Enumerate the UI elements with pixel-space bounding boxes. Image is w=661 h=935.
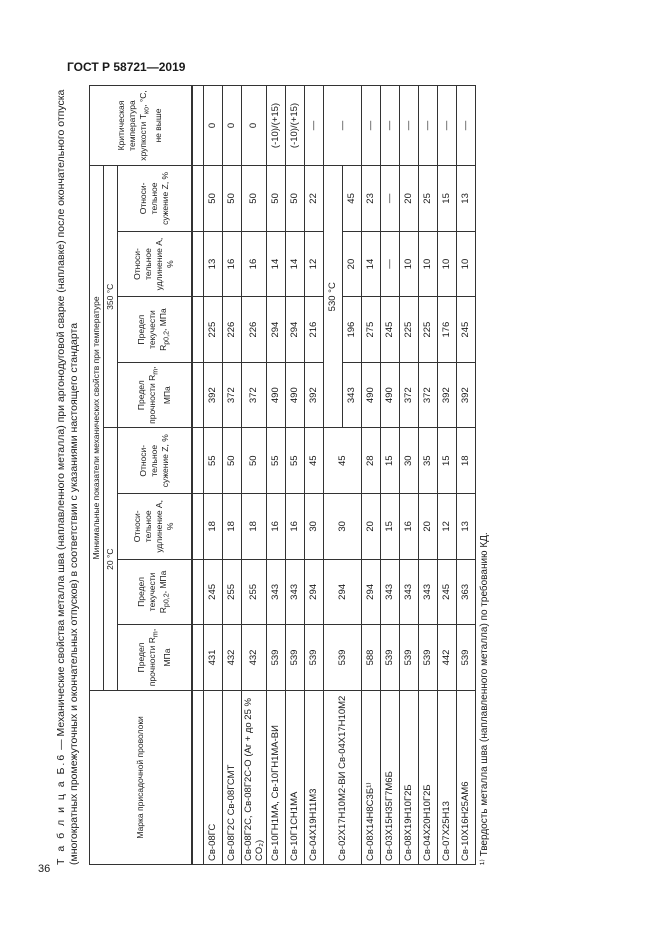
cell-z20: 30 — [399, 428, 418, 494]
cell-z20: 18 — [456, 428, 475, 494]
cell-a350: 12 — [304, 231, 323, 297]
header-t20: 20 °С — [104, 428, 118, 690]
cell-a350: 20 — [342, 231, 361, 297]
cell-rm20: 539 — [456, 625, 475, 691]
cell-mark: Св-04Х20Н10Г2Б — [418, 690, 437, 864]
cell-rp350: 216 — [304, 297, 323, 363]
cell-rp350: 245 — [456, 297, 475, 363]
cell-a350: 10 — [456, 231, 475, 297]
cell-a350: 16 — [222, 231, 241, 297]
cell-mark: Св-08Г2С, Св-08Г2С-О (Ar + до 25 % CO₂) — [241, 690, 266, 864]
cell-rm20: 442 — [437, 625, 456, 691]
header-a-20: Относительное удлинение A, % — [118, 494, 192, 560]
cell-rm20: 431 — [203, 625, 222, 691]
cell-a20: 13 — [456, 494, 475, 560]
cell-z350: 23 — [361, 166, 380, 232]
cell-z350: 50 — [241, 166, 266, 232]
cell-rp20: 294 — [304, 559, 323, 625]
cell-rp350: 225 — [203, 297, 222, 363]
cell-rp20: 255 — [241, 559, 266, 625]
cell-a350: 14 — [361, 231, 380, 297]
cell-mark: Св-08ГС — [203, 690, 222, 864]
cell-rm350: 490 — [361, 362, 380, 428]
cell-tk: 0 — [203, 86, 222, 166]
header-rm-350-sub: m — [151, 368, 160, 375]
cell-z350: 50 — [285, 166, 304, 232]
table-caption-text: — Механические свойства металла шва (наплавленного металла) при аргонодуговой сварке (наплавке) после окончательного отпуска (многократных промежуточных и окончательных отпусков) в соответствии с указаниями настоящего стандарта — [55, 89, 80, 865]
table-row — [361, 86, 380, 865]
cell-rp20: 255 — [222, 559, 241, 625]
table-row — [222, 86, 241, 865]
cell-t530-header: 530 °С — [323, 166, 342, 428]
cell-rm350: 372 — [418, 362, 437, 428]
cell-rm20: 539 — [399, 625, 418, 691]
cell-tk: — — [437, 86, 456, 166]
header-rm-20-text: Предел прочности R — [135, 637, 157, 687]
cell-rm350: 372 — [222, 362, 241, 428]
cell-rp350: 275 — [361, 297, 380, 363]
cell-tk: — — [323, 86, 361, 166]
cell-rp350: 225 — [399, 297, 418, 363]
table-row — [203, 86, 222, 865]
cell-z20: 55 — [266, 428, 285, 494]
header-rm-20-sub: m — [151, 631, 160, 638]
cell-rm20: 432 — [241, 625, 266, 691]
cell-rp20: 343 — [266, 559, 285, 625]
cell-tk: — — [399, 86, 418, 166]
table-footnote: ¹⁾ Твердость металла шва (наплавленного металла) по требованию КД. — [478, 532, 490, 865]
cell-z350: 25 — [418, 166, 437, 232]
table-row — [399, 86, 418, 865]
cell-rm350: 392 — [437, 362, 456, 428]
cell-tk: (-10)/(+15) — [266, 86, 285, 166]
cell-a350: 14 — [285, 231, 304, 297]
table-row — [456, 86, 475, 865]
mechanical-properties-table — [89, 85, 476, 865]
cell-mark: Св-10Х16Н25АМ6 — [456, 690, 475, 864]
cell-a350: 13 — [203, 231, 222, 297]
cell-rp350: 226 — [241, 297, 266, 363]
header-rm-350-text: Предел прочности R — [135, 374, 157, 424]
cell-z350: 15 — [437, 166, 456, 232]
cell-mark: Св-02Х17Н10М2-ВИ Св-04Х17Н10М2 — [323, 690, 361, 864]
header-z-350: Относительное сужение Z, % — [118, 166, 192, 232]
header-tko-text: Критическая температура хрупкости T — [116, 100, 149, 161]
cell-mark: Св-08Г2С Св-08ГСМТ — [222, 690, 241, 864]
cell-a350: 10 — [418, 231, 437, 297]
cell-z350: 45 — [342, 166, 361, 232]
cell-z350: — — [380, 166, 399, 232]
header-rp-20-text: Предел текучести R — [135, 572, 168, 614]
cell-mark: Св-08Х14Н8С3Б¹⁾ — [361, 690, 380, 864]
cell-a20: 20 — [418, 494, 437, 560]
cell-z20: 50 — [222, 428, 241, 494]
cell-tk: — — [418, 86, 437, 166]
cell-mark: Св-04Х19Н11М3 — [304, 690, 323, 864]
header-tko-sub: ко — [143, 106, 152, 115]
cell-rp350: 245 — [380, 297, 399, 363]
table-row — [437, 86, 456, 865]
cell-mark: Св-03Х15Н35Г7М6Б — [380, 690, 399, 864]
document-header: ГОСТ Р 58721—2019 — [67, 60, 186, 74]
header-rm-20-unit: , МПа — [146, 628, 172, 667]
cell-rm20: 588 — [361, 625, 380, 691]
cell-rp20: 343 — [399, 559, 418, 625]
cell-rm350: 392 — [203, 362, 222, 428]
cell-a20: 30 — [304, 494, 323, 560]
cell-rm350: 392 — [304, 362, 323, 428]
header-rp-20-sub: p0,2 — [162, 593, 171, 608]
cell-tk: (-10)/(+15) — [285, 86, 304, 166]
cell-rm350: 372 — [399, 362, 418, 428]
cell-z350: 50 — [266, 166, 285, 232]
table-row — [266, 86, 285, 865]
cell-tk: — — [456, 86, 475, 166]
cell-z20: 35 — [418, 428, 437, 494]
cell-rm20: 539 — [266, 625, 285, 691]
cell-rp350: 196 — [342, 297, 361, 363]
cell-rp20: 343 — [285, 559, 304, 625]
header-mark: Марка присадочной проволоки — [90, 690, 192, 864]
cell-z20: 55 — [285, 428, 304, 494]
cell-rp350: 226 — [222, 297, 241, 363]
cell-tk: — — [304, 86, 323, 166]
cell-rp20: 294 — [361, 559, 380, 625]
cell-a350: 16 — [241, 231, 266, 297]
header-rm-350 — [118, 362, 192, 428]
cell-a20: 18 — [222, 494, 241, 560]
cell-tk: 0 — [222, 86, 241, 166]
cell-rm350: 392 — [456, 362, 475, 428]
table-row — [323, 86, 342, 865]
cell-rm20: 539 — [380, 625, 399, 691]
header-a-350: Относительное удлинение A, % — [118, 231, 192, 297]
header-rp-350 — [118, 297, 192, 363]
cell-z20: 50 — [241, 428, 266, 494]
cell-rm350: 490 — [285, 362, 304, 428]
header-rm-350-unit: , МПа — [146, 366, 172, 405]
header-rp-350-text: Предел текучести R — [135, 310, 168, 351]
header-rp-20 — [118, 559, 192, 625]
cell-a350: 10 — [437, 231, 456, 297]
cell-z20: 45 — [304, 428, 323, 494]
header-tko-unit: , °С, не выше — [138, 90, 164, 143]
cell-a350: — — [380, 231, 399, 297]
cell-rm20: 539 — [418, 625, 437, 691]
cell-a20: 12 — [437, 494, 456, 560]
cell-rm350: 490 — [266, 362, 285, 428]
cell-rm350: 490 — [380, 362, 399, 428]
cell-tk: — — [361, 86, 380, 166]
cell-a350: 14 — [266, 231, 285, 297]
cell-mark: Св-08Х19Н10Г2Б — [399, 690, 418, 864]
cell-z20: 15 — [437, 428, 456, 494]
table-caption — [55, 85, 81, 865]
cell-a20: 20 — [361, 494, 380, 560]
table-body — [203, 86, 475, 865]
cell-rp20: 245 — [203, 559, 222, 625]
cell-a20: 16 — [399, 494, 418, 560]
cell-rp350: 176 — [437, 297, 456, 363]
cell-z20: 45 — [323, 428, 361, 494]
cell-rp20: 343 — [380, 559, 399, 625]
cell-rp350: 225 — [418, 297, 437, 363]
cell-z20: 15 — [380, 428, 399, 494]
cell-mark: Св-07Х25Н13 — [437, 690, 456, 864]
table-row — [380, 86, 399, 865]
header-rm-20 — [118, 625, 192, 691]
cell-tk: — — [380, 86, 399, 166]
cell-z350: 20 — [399, 166, 418, 232]
cell-a20: 18 — [203, 494, 222, 560]
cell-rp350: 294 — [266, 297, 285, 363]
cell-a20: 18 — [241, 494, 266, 560]
cell-rm350: 343 — [342, 362, 361, 428]
cell-rp20: 363 — [456, 559, 475, 625]
table-row — [285, 86, 304, 865]
cell-rp20: 343 — [418, 559, 437, 625]
cell-z20: 55 — [203, 428, 222, 494]
cell-a350: 10 — [399, 231, 418, 297]
cell-z350: 22 — [304, 166, 323, 232]
cell-tk: 0 — [241, 86, 266, 166]
cell-rm20: 539 — [323, 625, 361, 691]
header-tko — [90, 86, 192, 166]
table-caption-label: Т а б л и ц а Б.6 — [55, 752, 67, 865]
cell-a20: 30 — [323, 494, 361, 560]
page-number: 36 — [38, 863, 51, 875]
cell-mark: Св-10Г1СН1МА — [285, 690, 304, 864]
cell-a20: 15 — [380, 494, 399, 560]
table-row — [241, 86, 266, 865]
cell-rp20: 245 — [437, 559, 456, 625]
cell-z350: 13 — [456, 166, 475, 232]
header-group: Минимальные показатели механических свойств при температуре — [90, 166, 104, 691]
table-row — [418, 86, 437, 865]
cell-rm20: 539 — [285, 625, 304, 691]
cell-rm20: 432 — [222, 625, 241, 691]
cell-a20: 16 — [266, 494, 285, 560]
cell-rm350: 372 — [241, 362, 266, 428]
cell-a20: 16 — [285, 494, 304, 560]
cell-rm20: 539 — [304, 625, 323, 691]
cell-rp20: 294 — [323, 559, 361, 625]
header-rp-350-unit: , МПа — [157, 308, 168, 331]
cell-z350: 50 — [222, 166, 241, 232]
cell-rp350: 294 — [285, 297, 304, 363]
header-t350: 350 °С — [104, 166, 118, 428]
table-row — [304, 86, 323, 865]
cell-z350: 50 — [203, 166, 222, 232]
cell-z20: 28 — [361, 428, 380, 494]
rotated-table-block — [55, 85, 490, 865]
cell-mark: Св-10ГН1МА, Св-10ГН1МА-ВИ — [266, 690, 285, 864]
header-rp-20-unit: , МПа — [157, 570, 168, 594]
header-rp-350-sub: p0,2 — [162, 330, 171, 345]
header-z-20: Относительное сужение Z, % — [118, 428, 192, 494]
